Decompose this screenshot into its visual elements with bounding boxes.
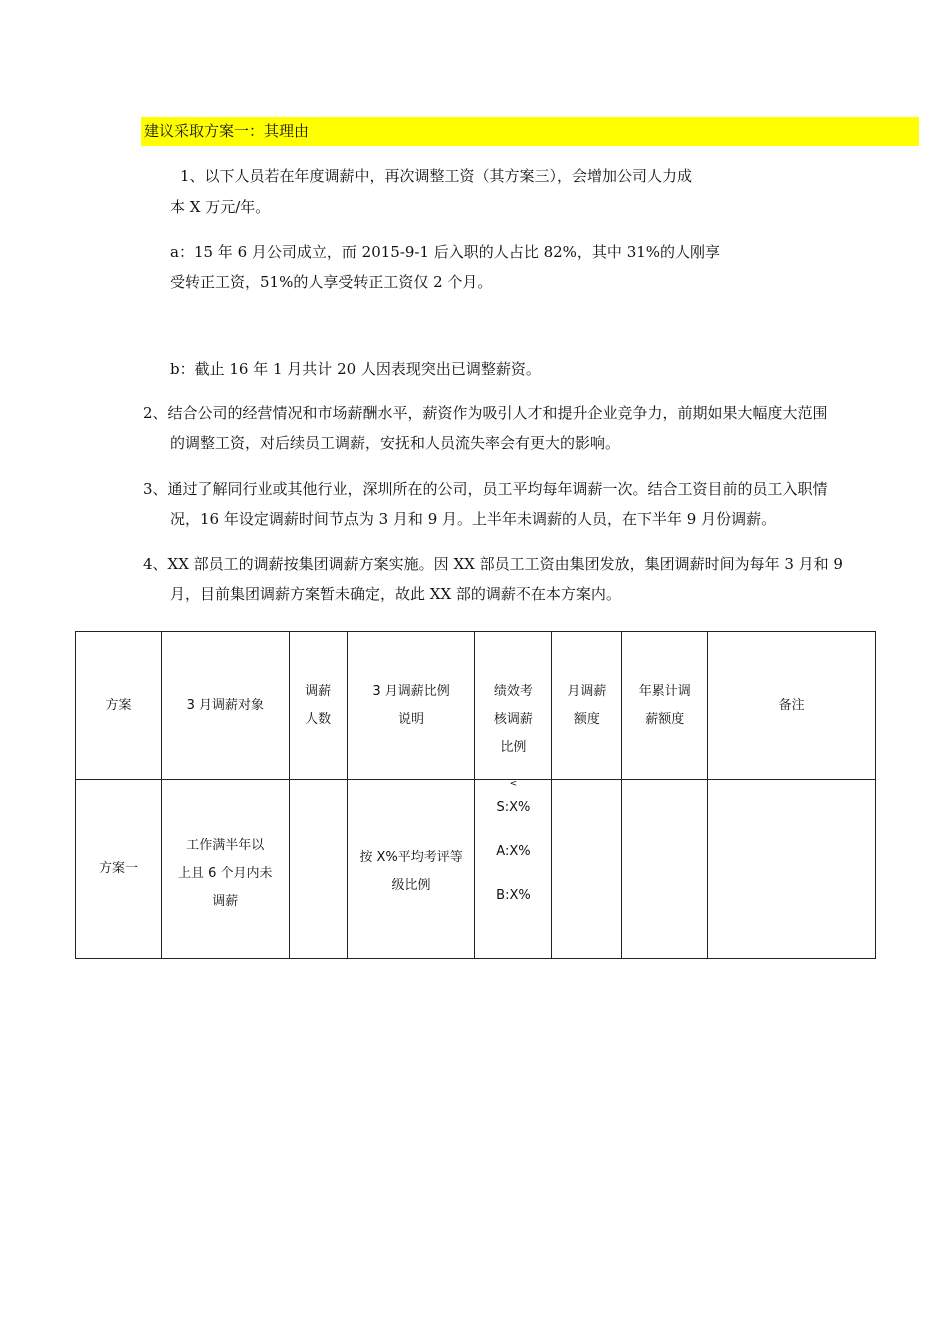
paragraph-2-line-1: 2、结合公司的经营情况和市场薪酬水平，薪资作为吸引人才和提升企业竞争力，前期如果大幅度大范围 — [143, 404, 828, 422]
paragraph-b: b：截止 16 年 1 月共计 20 人因表现突出已调整薪资。 — [170, 360, 541, 378]
table-row — [76, 780, 876, 959]
header-remark: 备注 — [708, 632, 876, 780]
paragraph-2-line-2: 的调整工资，对后续员工调薪，安抚和人员流失率会有更大的影响。 — [170, 434, 621, 452]
header-monthly: 月调薪 额度 — [552, 632, 622, 780]
cell-target: 工作满半年以 上且 6 个月内未 调薪 — [161, 780, 289, 959]
paragraph-a-line-1: a：15 年 6 月公司成立，而 2015-9-1 后入职的人占比 82%，其中 31%的人刚享 — [170, 243, 721, 261]
header-count: 调薪 人数 — [289, 632, 347, 780]
cell-monthly — [552, 780, 622, 959]
paragraph-3-line-1: 3、通过了解同行业或其他行业，深圳所在的公司，员工平均每年调薪一次。结合工资目前的员工入职情 — [143, 480, 828, 498]
highlighted-heading: 建议采取方案一：其理由 — [141, 117, 919, 146]
cell-plan: 方案一 — [76, 780, 162, 959]
cell-count — [289, 780, 347, 959]
header-plan: 方案 — [76, 632, 162, 780]
cell-performance: < S:X% A:X% B:X% — [475, 780, 552, 959]
paragraph-a-line-2: 受转正工资，51%的人享受转正工资仅 2 个月。 — [170, 273, 493, 291]
paragraph-1-line-2: 本 X 万元/年。 — [170, 198, 271, 216]
paragraph-4-line-1: 4、XX 部员工的调薪按集团调薪方案实施。因 XX 部员工工资由集团发放，集团调薪时间为每年 3 月和 9 — [143, 555, 843, 573]
salary-plan-table — [75, 631, 876, 959]
header-ratio: 3 月调薪比例 说明 — [347, 632, 475, 780]
cell-ratio: 按 X%平均考评等 级比例 — [347, 780, 475, 959]
cell-remark — [708, 780, 876, 959]
table-header-row — [76, 632, 876, 780]
header-performance: 绩效考 核调薪 比例 — [475, 632, 552, 780]
header-target: 3 月调薪对象 — [161, 632, 289, 780]
paragraph-3-line-2: 况，16 年设定调薪时间节点为 3 月和 9 月。上半年未调薪的人员，在下半年 9 月份调薪。 — [170, 510, 777, 528]
header-annual: 年累计调 薪额度 — [622, 632, 708, 780]
paragraph-1-line-1: 1、以下人员若在年度调薪中，再次调整工资（其方案三），会增加公司人力成 — [180, 167, 693, 185]
cell-annual — [622, 780, 708, 959]
paragraph-4-line-2: 月，目前集团调薪方案暂未确定，故此 XX 部的调薪不在本方案内。 — [170, 585, 621, 603]
